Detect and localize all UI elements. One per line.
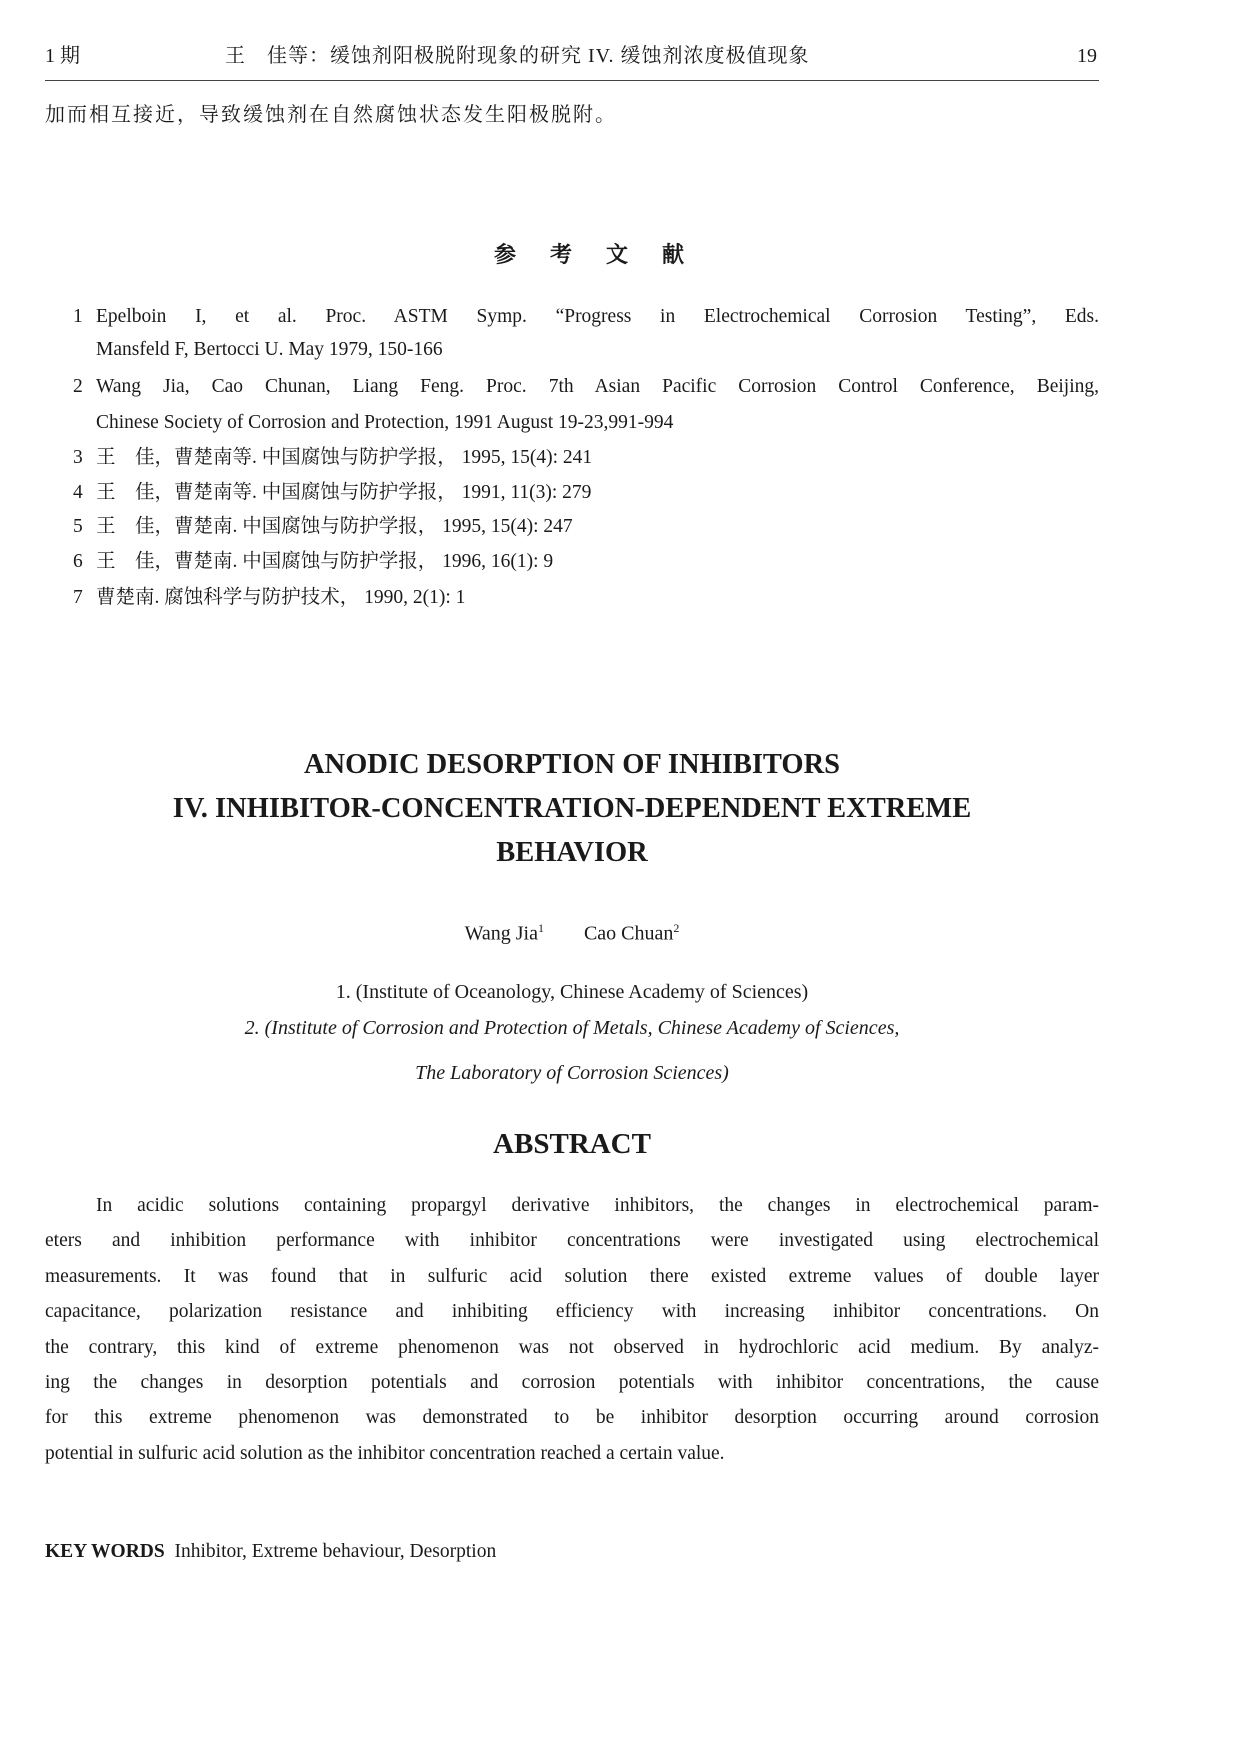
reference-number: 5 bbox=[73, 516, 83, 537]
abstract-line: potential in sulfuric acid solution as the inhibitor concentration reached a certain value. bbox=[45, 1442, 725, 1464]
abstract-line: ing the changes in desorption potentials and corrosion potentials with inhibitor concentrations, the cause bbox=[45, 1372, 1099, 1393]
reference-number: 7 bbox=[73, 587, 83, 608]
reference-text: 王 佳，曹楚南等. 中国腐蚀与防护学报， 1991, 11(3): 279 bbox=[96, 482, 592, 503]
reference-number: 3 bbox=[73, 447, 83, 468]
abstract-line: In acidic solutions containing propargyl derivative inhibitors, the changes in electrochemical param- bbox=[96, 1195, 1099, 1216]
reference-text: Epelboin I, et al. Proc. ASTM Symp. “Progress in Electrochemical Corrosion Testing”, Eds. bbox=[96, 306, 1099, 327]
abstract-line: for this extreme phenomenon was demonstrated to be inhibitor desorption occurring around corrosion bbox=[45, 1407, 1099, 1429]
reference-text: 曹楚南. 腐蚀科学与防护技术， 1990, 2(1): 1 bbox=[96, 587, 466, 608]
reference-text: 王 佳，曹楚南. 中国腐蚀与防护学报， 1995, 15(4): 247 bbox=[96, 516, 573, 537]
keywords-list: Inhibitor, Extreme behaviour, Desorption bbox=[174, 1541, 497, 1562]
affiliation-2: 2. (Institute of Corrosion and Protection of Metals, Chinese Academy of Sciences, bbox=[244, 1017, 900, 1039]
keywords-label: KEY WORDS bbox=[45, 1541, 165, 1562]
author-2-sup: 2 bbox=[673, 921, 680, 935]
authors bbox=[45, 916, 1099, 946]
reference-number: 4 bbox=[73, 482, 83, 503]
author-1-sup: 1 bbox=[537, 921, 544, 935]
title-line-1: ANODIC DESORPTION OF INHIBITORS bbox=[303, 749, 841, 780]
reference-number: 1 bbox=[73, 306, 83, 327]
abstract-line: capacitance, polarization resistance and inhibiting efficiency with increasing inhibitor concentrations. On bbox=[45, 1301, 1099, 1323]
reference-text: Chinese Society of Corrosion and Protection, 1991 August 19-23,991-994 bbox=[96, 412, 674, 433]
running-title: 王 佳等：缓蚀剂阳极脱附现象的研究 IV. 缓蚀剂浓度极值现象 bbox=[225, 45, 810, 67]
abstract-line: measurements. It was found that in sulfuric acid solution there existed extreme values of double layer bbox=[45, 1265, 1099, 1287]
title-line-3: BEHAVIOR bbox=[496, 837, 648, 868]
reference-text: Mansfeld F, Bertocci U. May 1979, 150-166 bbox=[96, 339, 443, 360]
reference-number: 6 bbox=[73, 551, 83, 572]
affiliation-2-cont: The Laboratory of Corrosion Sciences) bbox=[415, 1062, 729, 1084]
issue-label: 1 期 bbox=[45, 45, 80, 67]
author-1: Wang Jia bbox=[464, 922, 538, 945]
title-line-2: IV. INHIBITOR-CONCENTRATION-DEPENDENT EXTREME bbox=[172, 793, 972, 824]
reference-text: Wang Jia, Cao Chunan, Liang Feng. Proc. 7th Asian Pacific Corrosion Control Conference, Beijing, bbox=[96, 376, 1099, 397]
reference-number: 2 bbox=[73, 376, 83, 397]
reference-text: 王 佳，曹楚南等. 中国腐蚀与防护学报， 1995, 15(4): 241 bbox=[96, 447, 593, 468]
reference-text: 王 佳，曹楚南. 中国腐蚀与防护学报， 1996, 16(1): 9 bbox=[96, 551, 554, 572]
keywords bbox=[45, 1539, 496, 1565]
author-2: Cao Chuan bbox=[583, 922, 674, 945]
page-number: 19 bbox=[1077, 45, 1097, 67]
references-heading: 参考文献 bbox=[493, 242, 718, 267]
abstract-line: the contrary, this kind of extreme phenomenon was not observed in hydrochloric acid medium. By analyz- bbox=[45, 1336, 1099, 1358]
affiliation-1: 1. (Institute of Oceanology, Chinese Academy of Sciences) bbox=[335, 981, 809, 1003]
abstract-heading: ABSTRACT bbox=[493, 1128, 651, 1160]
header-rule bbox=[45, 80, 1099, 81]
intro-line: 加而相互接近，导致缓蚀剂在自然腐蚀状态发生阳极脱附。 bbox=[45, 104, 617, 126]
abstract-line: eters and inhibition performance with inhibitor concentrations were investigated using electrochemical bbox=[45, 1230, 1099, 1252]
